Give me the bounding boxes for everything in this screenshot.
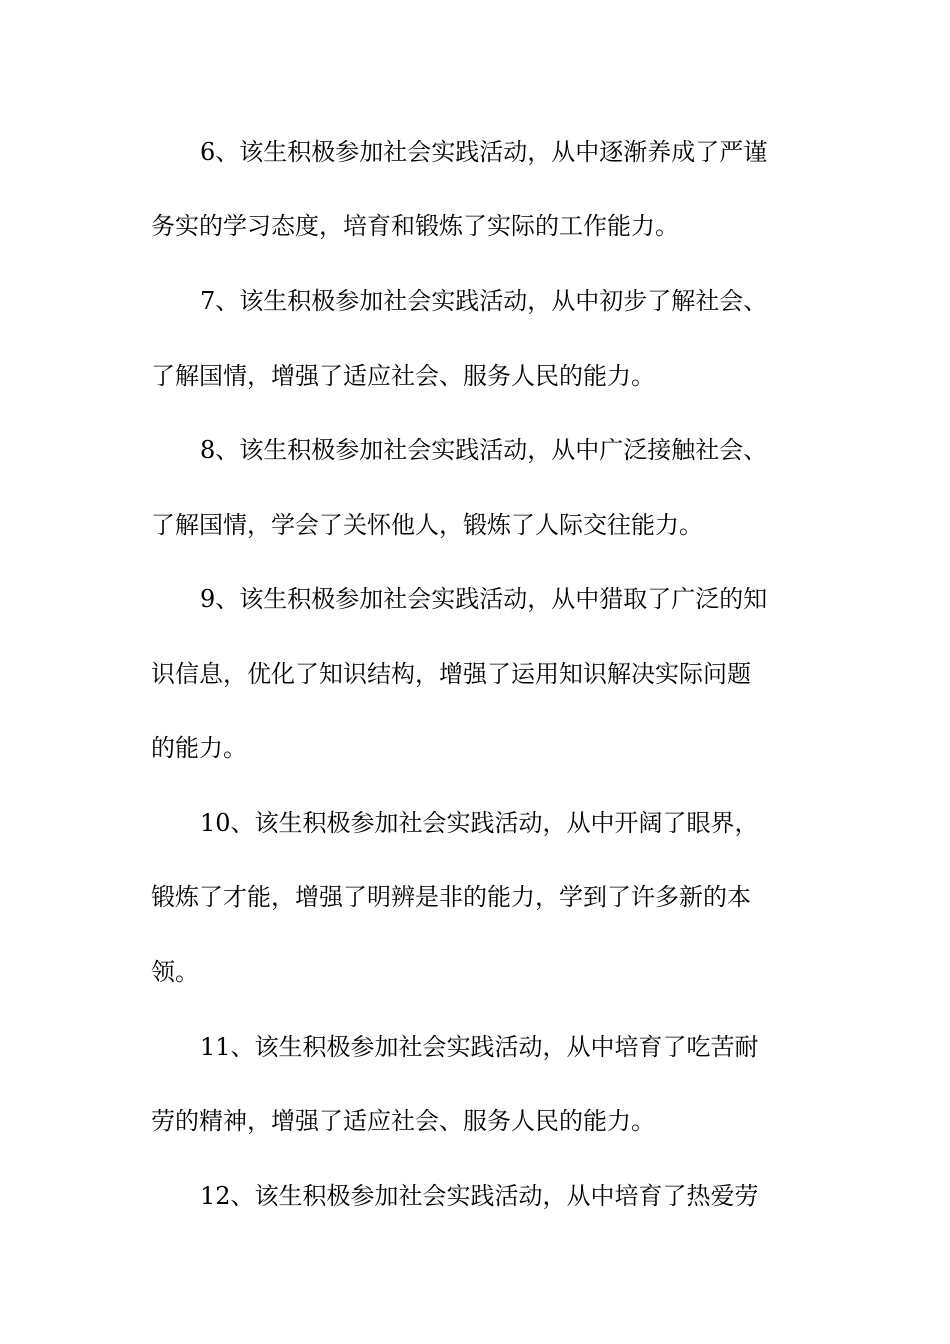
paragraph-9-line-1: 9、该生积极参加社会实践活动，从中猎取了广泛的知 xyxy=(200,585,768,613)
paragraph-6-line-2: 务实的学习态度，培育和锻炼了实际的工作能力。 xyxy=(151,212,679,240)
paragraph-11-line-1: 11、该生积极参加社会实践活动，从中培育了吃苦耐 xyxy=(200,1033,759,1061)
paragraph-10-line-1: 10、该生积极参加社会实践活动，从中开阔了眼界， xyxy=(200,809,759,837)
paragraph-11-line-2: 劳的精神，增强了适应社会、服务人民的能力。 xyxy=(151,1107,655,1135)
paragraph-8-line-1: 8、该生积极参加社会实践活动，从中广泛接触社会、 xyxy=(200,436,768,464)
paragraph-10-line-2: 锻炼了才能，增强了明辨是非的能力，学到了许多新的本 xyxy=(151,883,751,911)
paragraph-8-line-2: 了解国情，学会了关怀他人，锻炼了人际交往能力。 xyxy=(151,511,703,539)
paragraph-9-line-3: 的能力。 xyxy=(151,734,247,762)
paragraph-6-line-1: 6、该生积极参加社会实践活动，从中逐渐养成了严谨 xyxy=(200,138,768,166)
paragraph-7-line-2: 了解国情，增强了适应社会、服务人民的能力。 xyxy=(151,362,655,390)
paragraph-7-line-1: 7、该生积极参加社会实践活动，从中初步了解社会、 xyxy=(200,287,768,315)
paragraph-12-line-1: 12、该生积极参加社会实践活动，从中培育了热爱劳 xyxy=(200,1182,759,1210)
paragraph-9-line-2: 识信息，优化了知识结构，增强了运用知识解决实际问题 xyxy=(151,660,751,688)
paragraph-10-line-3: 领。 xyxy=(151,958,199,986)
